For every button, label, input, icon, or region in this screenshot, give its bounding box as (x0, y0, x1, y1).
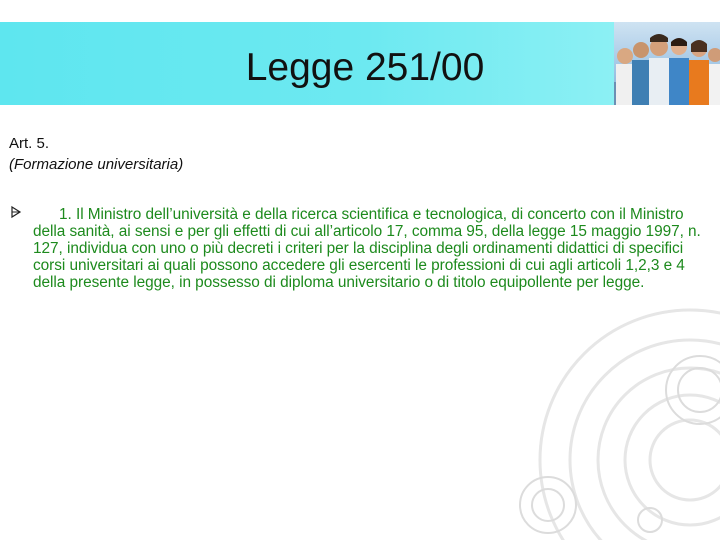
arrow-bullet-icon (9, 205, 23, 219)
article-paragraph: 1. Il Ministro dell’università e della ricerca scientifica e tecnologica, di concerto con il Ministro della sanità, ai sensi e per gli effetti di cui all’articolo 17, comma 95, della legge 15 maggio 1997, n. 127, individua con uno o più decreti i criteri per la disciplina degli ordinamenti didattici di specifici corsi universitari ai quali possono accedere gli esercenti le professioni di cui agli articoli 1,2,3 e 4 della presente legge, in possesso di diploma universitario o di titolo equipollente per legge. (33, 206, 701, 291)
article-number: Art. 5. (9, 135, 50, 152)
article-subtitle: (Formazione universitaria) (9, 156, 184, 173)
page-title: Legge 251/00 (245, 46, 485, 89)
